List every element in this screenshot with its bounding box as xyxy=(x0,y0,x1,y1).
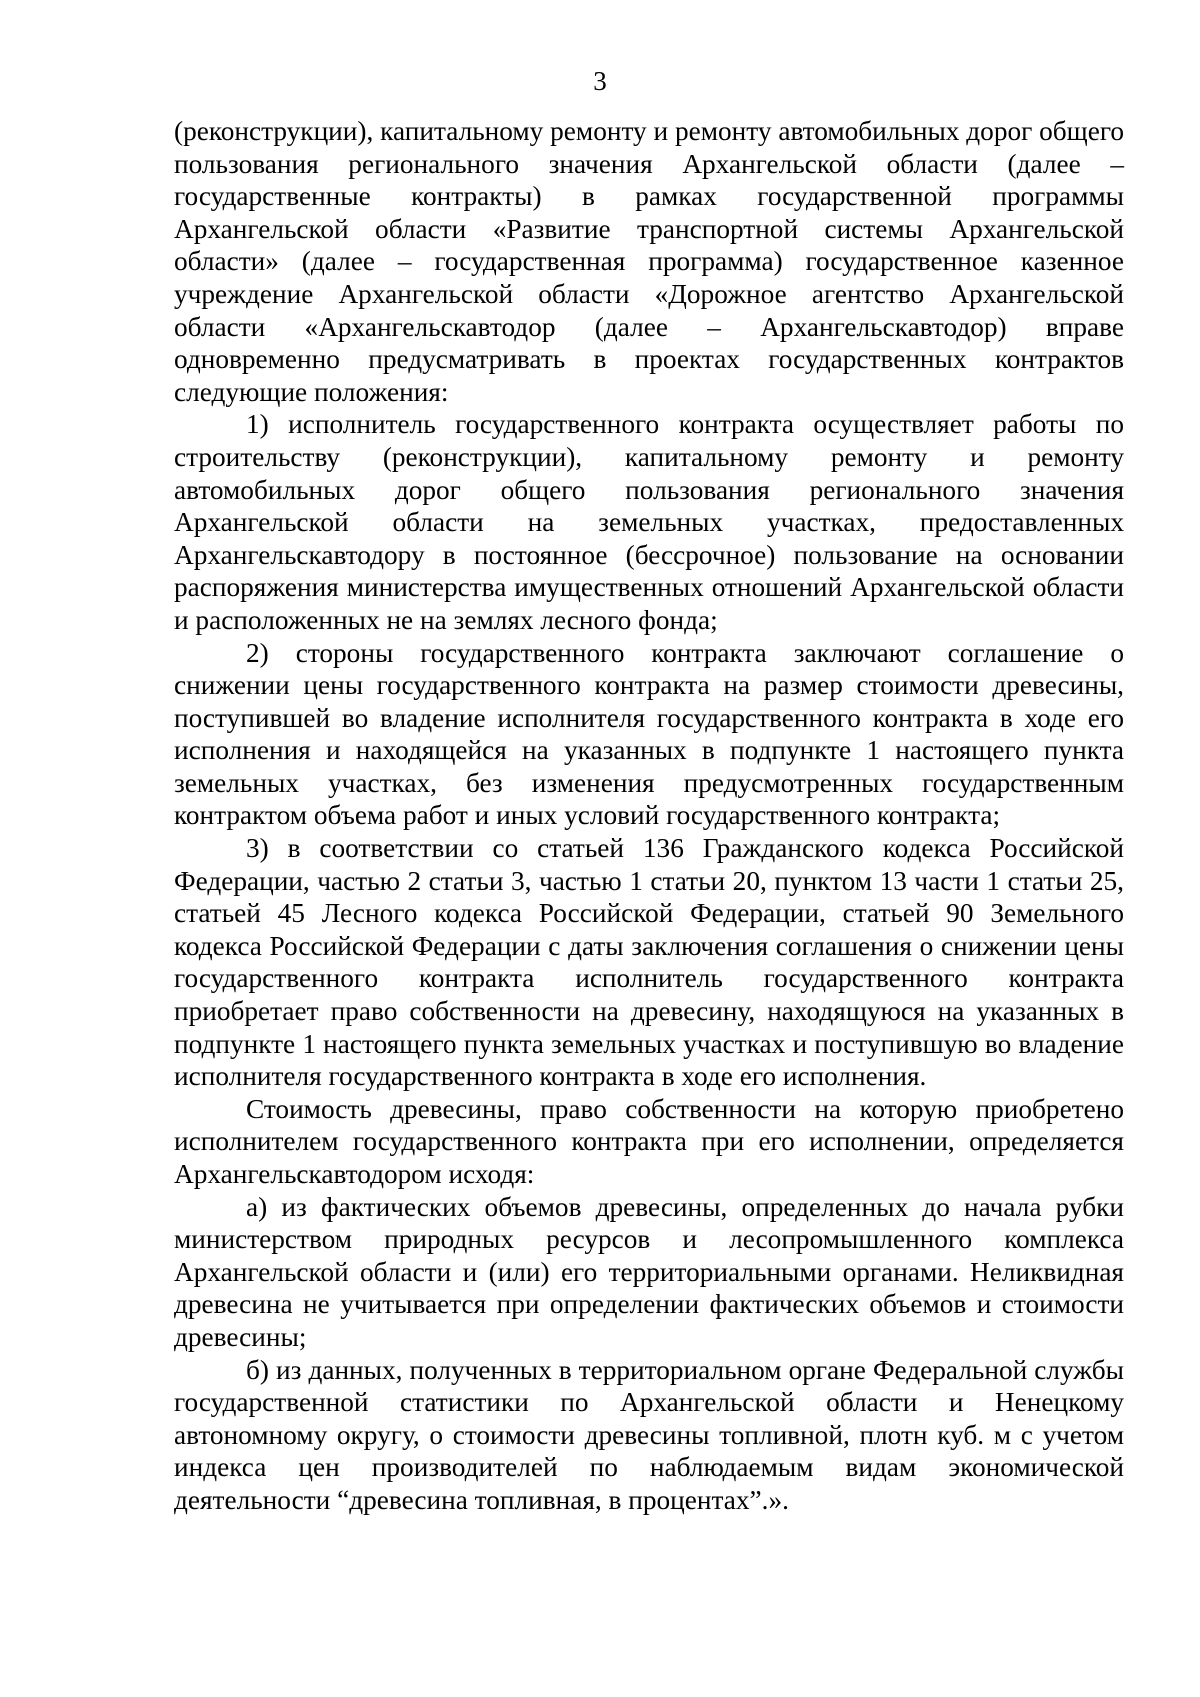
paragraph-wood-cost: Стоимость древесины, право собственности на которую приобретено исполнителем государственного контракта при его исполнении, определяется Архангельскавтодором исходя: xyxy=(174,1093,1124,1189)
paragraph-item-2: 2) стороны государственного контракта заключают соглашение о снижении цены государственного контракта на размер стоимости древесины, поступившей во владение исполнителя государственного контракта в ходе его исполнения и находящейся на указанных в подпункте 1 настоящего пункта земельных участках, без изменения предусмотренных государственным контрактом объема работ и иных условий государственного контракта; xyxy=(174,637,1124,831)
page-number: 3 xyxy=(593,66,607,96)
paragraph-continuation: (реконструкции), капитальному ремонту и ремонту автомобильных дорог общего пользования регионального значения Архангельской области (далее – государственные контракты) в рамках государственной программы Архангельской области «Развитие транспортной системы Архангельской области» (далее – государственная программа) государственное казенное учреждение Архангельской области «Дорожное агентство Архангельской области «Архангельскавтодор (далее – Архангельскавтодор) вправе одновременно предусматривать в проектах государственных контрактов следующие положения: xyxy=(174,116,1124,407)
paragraph-item-a: а) из фактических объемов древесины, определенных до начала рубки министерством природных ресурсов и лесопромышленного комплекса Архангельской области и (или) его территориальными органами. Неликвидная древесина не учитывается при определении фактических объемов и стоимости древесины; xyxy=(174,1191,1124,1352)
document-body xyxy=(174,115,1124,1517)
paragraph-item-1: 1) исполнитель государственного контракта осуществляет работы по строительству (реконструкции), капитальному ремонту и ремонту автомобильных дорог общего пользования регионального значения Архангельской области на земельных участках, предоставленных Архангельскавтодору в постоянное (бессрочное) пользование на основании распоряжения министерства имущественных отношений Архангельской области и расположенных не на землях лесного фонда; xyxy=(174,409,1124,635)
paragraph-item-3: 3) в соответствии со статьей 136 Гражданского кодекса Российской Федерации, частью 2 статьи 3, частью 1 статьи 20, пунктом 13 части 1 статьи 25, статьей 45 Лесного кодекса Российской Федерации, статьей 90 Земельного кодекса Российской Федерации с даты заключения соглашения о снижении цены государственного контракта исполнитель государственного контракта приобретает право собственности на древесину, находящуюся на указанных в подпункте 1 настоящего пункта земельных участках и поступившую во владение исполнителя государственного контракта в ходе его исполнения. xyxy=(174,833,1124,1092)
paragraph-item-b: б) из данных, полученных в территориальном органе Федеральной службы государственной статистики по Архангельской области и Ненецкому автономному округу, о стоимости древесины топливной, плотн куб. м с учетом индекса цен производителей по наблюдаемым видам экономической деятельности “древесина топливная, в процентах”.». xyxy=(174,1354,1124,1515)
